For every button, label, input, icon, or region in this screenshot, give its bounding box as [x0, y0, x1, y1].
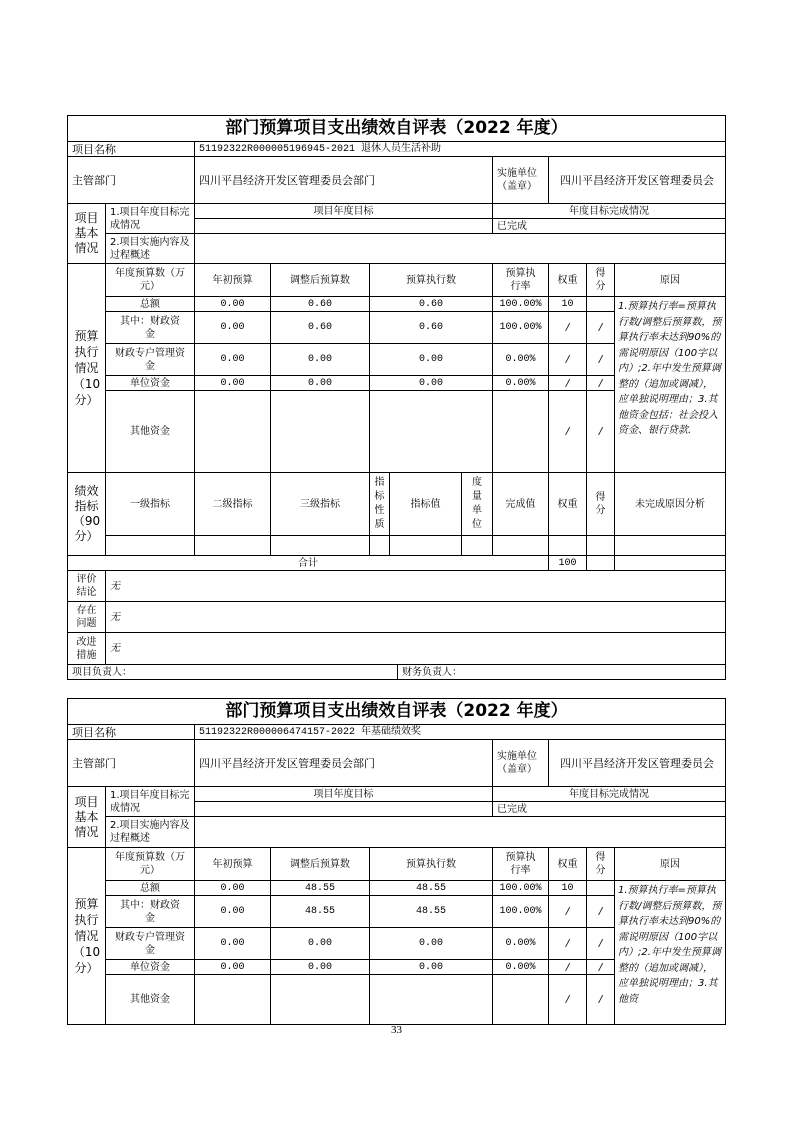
project-name-label: 项目名称 [67, 724, 195, 740]
impl-unit-value: 四川平昌经济开发区管理委员会 [548, 156, 726, 204]
budget-header-executed: 预算执行数 [369, 847, 493, 881]
budget-row-weight: 10 [548, 880, 587, 896]
budget-row-adjusted: 0.00 [270, 375, 370, 391]
budget-row-rate: 0.00% [492, 959, 549, 975]
page-number: 33 [391, 1024, 402, 1036]
budget-header-weight: 权重 [548, 847, 587, 881]
budget-row-label: 财政专户管理资金 [105, 343, 195, 376]
budget-row-adjusted [270, 390, 370, 473]
budget-header-annual: 年度预算数（万元） [105, 263, 195, 297]
budget-row-adjusted: 48.55 [270, 895, 370, 928]
budget-header-reason: 原因 [614, 847, 726, 881]
total-score [586, 555, 615, 571]
budget-header-adjusted: 调整后预算数 [270, 847, 370, 881]
improve-value: 无 [105, 632, 726, 665]
budget-row-executed: 48.55 [369, 880, 493, 896]
process-label: 2.项目实施内容及过程概述 [105, 816, 195, 848]
budget-row-rate: 100.00% [492, 311, 549, 344]
budget-row-initial: 0.00 [194, 296, 271, 312]
total-reason [614, 555, 726, 571]
budget-header-adjusted: 调整后预算数 [270, 263, 370, 297]
budget-row-adjusted: 0.60 [270, 296, 370, 312]
budget-row-weight: / [548, 311, 587, 344]
budget-header-weight: 权重 [548, 263, 587, 297]
project-name-value: 51192322R000005196945-2021 退休人员生活补助 [194, 141, 726, 157]
perf-header-value: 指标值 [389, 472, 462, 536]
goal-completion-label: 1.项目年度目标完成情况 [105, 203, 195, 234]
budget-row-adjusted [270, 974, 370, 1025]
perf-header-weight: 权重 [548, 472, 587, 536]
goal-value [194, 218, 493, 234]
perf-header-score: 得分 [586, 472, 615, 536]
budget-row-initial: 0.00 [194, 895, 271, 928]
budget-row-score [586, 296, 615, 312]
budget-row-weight: / [548, 375, 587, 391]
budget-row-adjusted: 0.00 [270, 959, 370, 975]
project-lead-label: 项目负责人： [67, 664, 398, 680]
perf-header-nature: 指标性质 [369, 472, 390, 536]
performance-section-label: 绩效指标（90分） [67, 472, 106, 556]
budget-row-score: / [586, 343, 615, 376]
budget-row-label: 其中：财政资金 [105, 895, 195, 928]
evaluation-value: 无 [105, 570, 726, 602]
budget-row-executed: 0.00 [369, 927, 493, 960]
budget-row-score: / [586, 311, 615, 344]
budget-header-initial: 年初预算 [194, 263, 271, 297]
perf-empty-cell [614, 535, 726, 556]
budget-row-score: / [586, 375, 615, 391]
form-title: 部门预算项目支出绩效自评表（2022 年度） [67, 115, 726, 142]
perf-header-reason: 未完成原因分析 [614, 472, 726, 536]
perf-header-unit: 度量单位 [461, 472, 493, 536]
budget-row-initial [194, 390, 271, 473]
budget-row-weight: / [548, 927, 587, 960]
goal-header: 项目年度目标 [194, 203, 493, 219]
basic-info-section-label: 项目基本情况 [67, 786, 106, 848]
perf-empty-cell [194, 535, 271, 556]
perf-empty-cell [270, 535, 370, 556]
finance-lead-label: 财务负责人： [397, 664, 726, 680]
budget-row-adjusted: 0.00 [270, 927, 370, 960]
budget-row-executed [369, 390, 493, 473]
budget-row-rate [492, 390, 549, 473]
budget-section-label: 预算执行情况（10分） [67, 847, 106, 1025]
budget-row-weight: / [548, 895, 587, 928]
project-name-label: 项目名称 [67, 141, 195, 157]
budget-row-executed: 48.55 [369, 895, 493, 928]
budget-row-initial: 0.00 [194, 375, 271, 391]
budget-row-rate: 0.00% [492, 343, 549, 376]
perf-header-level3: 三级指标 [270, 472, 370, 536]
budget-row-label: 其他资金 [105, 390, 195, 473]
budget-row-executed: 0.60 [369, 311, 493, 344]
goal-value [194, 801, 493, 817]
budget-row-label: 总额 [105, 880, 195, 896]
budget-row-rate: 100.00% [492, 296, 549, 312]
budget-row-adjusted: 0.60 [270, 311, 370, 344]
basic-info-section-label: 项目基本情况 [67, 203, 106, 264]
dept-label: 主管部门 [67, 156, 195, 204]
total-label: 合计 [67, 555, 549, 571]
completion-header: 年度目标完成情况 [492, 786, 726, 802]
perf-empty-cell [105, 535, 195, 556]
budget-row-label: 其他资金 [105, 974, 195, 1025]
budget-row-executed: 0.00 [369, 343, 493, 376]
budget-header-score: 得分 [586, 263, 615, 297]
budget-row-weight: / [548, 390, 587, 473]
problems-label: 存在问题 [67, 601, 106, 633]
perf-header-level1: 一级指标 [105, 472, 195, 536]
problems-value: 无 [105, 601, 726, 633]
perf-empty-cell [389, 535, 462, 556]
completion-value: 已完成 [492, 218, 726, 234]
budget-header-annual: 年度预算数（万元） [105, 847, 195, 881]
budget-row-initial: 0.00 [194, 927, 271, 960]
budget-row-score: / [586, 390, 615, 473]
budget-row-weight: / [548, 974, 587, 1025]
perf-empty-cell [492, 535, 549, 556]
form-title: 部门预算项目支出绩效自评表（2022 年度） [67, 698, 726, 725]
budget-row-weight: 10 [548, 296, 587, 312]
completion-header: 年度目标完成情况 [492, 203, 726, 219]
budget-reason-note: 1.预算执行率=预算执行数/调整后预算数，预算执行率未达到90%的需说明原因（100字以内）;2.年中发生预算调整的（追加或调减），应单独说明理由；3.其他资金包括：社会投入资金、银行贷款. [614, 296, 726, 473]
perf-empty-cell [461, 535, 493, 556]
process-value [194, 816, 726, 848]
dept-value: 四川平昌经济开发区管理委员会部门 [194, 156, 493, 204]
evaluation-label: 评价结论 [67, 570, 106, 602]
budget-row-label: 财政专户管理资金 [105, 927, 195, 960]
perf-empty-cell [586, 535, 615, 556]
goal-header: 项目年度目标 [194, 786, 493, 802]
impl-unit-label: 实施单位（盖章） [492, 739, 549, 787]
perf-empty-cell [369, 535, 390, 556]
perf-header-level2: 二级指标 [194, 472, 271, 536]
budget-row-score: / [586, 974, 615, 1025]
evaluation-form-1 [67, 115, 726, 682]
budget-row-rate: 0.00% [492, 375, 549, 391]
budget-row-weight: / [548, 343, 587, 376]
budget-header-reason: 原因 [614, 263, 726, 297]
budget-header-initial: 年初预算 [194, 847, 271, 881]
budget-row-executed [369, 974, 493, 1025]
budget-row-label: 单位资金 [105, 959, 195, 975]
dept-value: 四川平昌经济开发区管理委员会部门 [194, 739, 493, 787]
budget-row-rate: 100.00% [492, 880, 549, 896]
budget-row-executed: 0.00 [369, 959, 493, 975]
budget-row-adjusted: 0.00 [270, 343, 370, 376]
budget-row-score: / [586, 959, 615, 975]
project-name-value: 51192322R000006474157-2022 年基础绩效奖 [194, 724, 726, 740]
budget-row-initial: 0.00 [194, 343, 271, 376]
budget-row-rate: 0.00% [492, 927, 549, 960]
improve-label: 改进措施 [67, 632, 106, 665]
budget-header-executed: 预算执行数 [369, 263, 493, 297]
budget-row-initial: 0.00 [194, 959, 271, 975]
impl-unit-value: 四川平昌经济开发区管理委员会 [548, 739, 726, 787]
goal-completion-label: 1.项目年度目标完成情况 [105, 786, 195, 817]
evaluation-form-2 [67, 698, 726, 1025]
process-label: 2.项目实施内容及过程概述 [105, 233, 195, 264]
budget-row-executed: 0.60 [369, 296, 493, 312]
dept-label: 主管部门 [67, 739, 195, 787]
budget-row-label: 总额 [105, 296, 195, 312]
process-value [194, 233, 726, 264]
budget-row-adjusted: 48.55 [270, 880, 370, 896]
perf-header-completed: 完成值 [492, 472, 549, 536]
budget-row-label: 其中：财政资金 [105, 311, 195, 344]
budget-header-rate: 预算执行率 [492, 263, 549, 297]
budget-row-score [586, 880, 615, 896]
budget-row-rate: 100.00% [492, 895, 549, 928]
budget-row-weight: / [548, 959, 587, 975]
budget-row-score: / [586, 927, 615, 960]
total-weight: 100 [548, 555, 587, 571]
budget-header-score: 得分 [586, 847, 615, 881]
budget-row-executed: 0.00 [369, 375, 493, 391]
budget-row-rate [492, 974, 549, 1025]
budget-row-initial: 0.00 [194, 880, 271, 896]
budget-section-label: 预算执行情况（10分） [67, 263, 106, 473]
budget-row-label: 单位资金 [105, 375, 195, 391]
budget-header-rate: 预算执行率 [492, 847, 549, 881]
budget-row-initial [194, 974, 271, 1025]
budget-reason-note: 1.预算执行率=预算执行数/调整后预算数，预算执行率未达到90%的需说明原因（100字以内）;2.年中发生预算调整的（追加或调减），应单独说明理由；3.其他资 [614, 880, 726, 1025]
perf-empty-cell [548, 535, 587, 556]
budget-row-score: / [586, 895, 615, 928]
impl-unit-label: 实施单位（盖章） [492, 156, 549, 204]
budget-row-initial: 0.00 [194, 311, 271, 344]
completion-value: 已完成 [492, 801, 726, 817]
